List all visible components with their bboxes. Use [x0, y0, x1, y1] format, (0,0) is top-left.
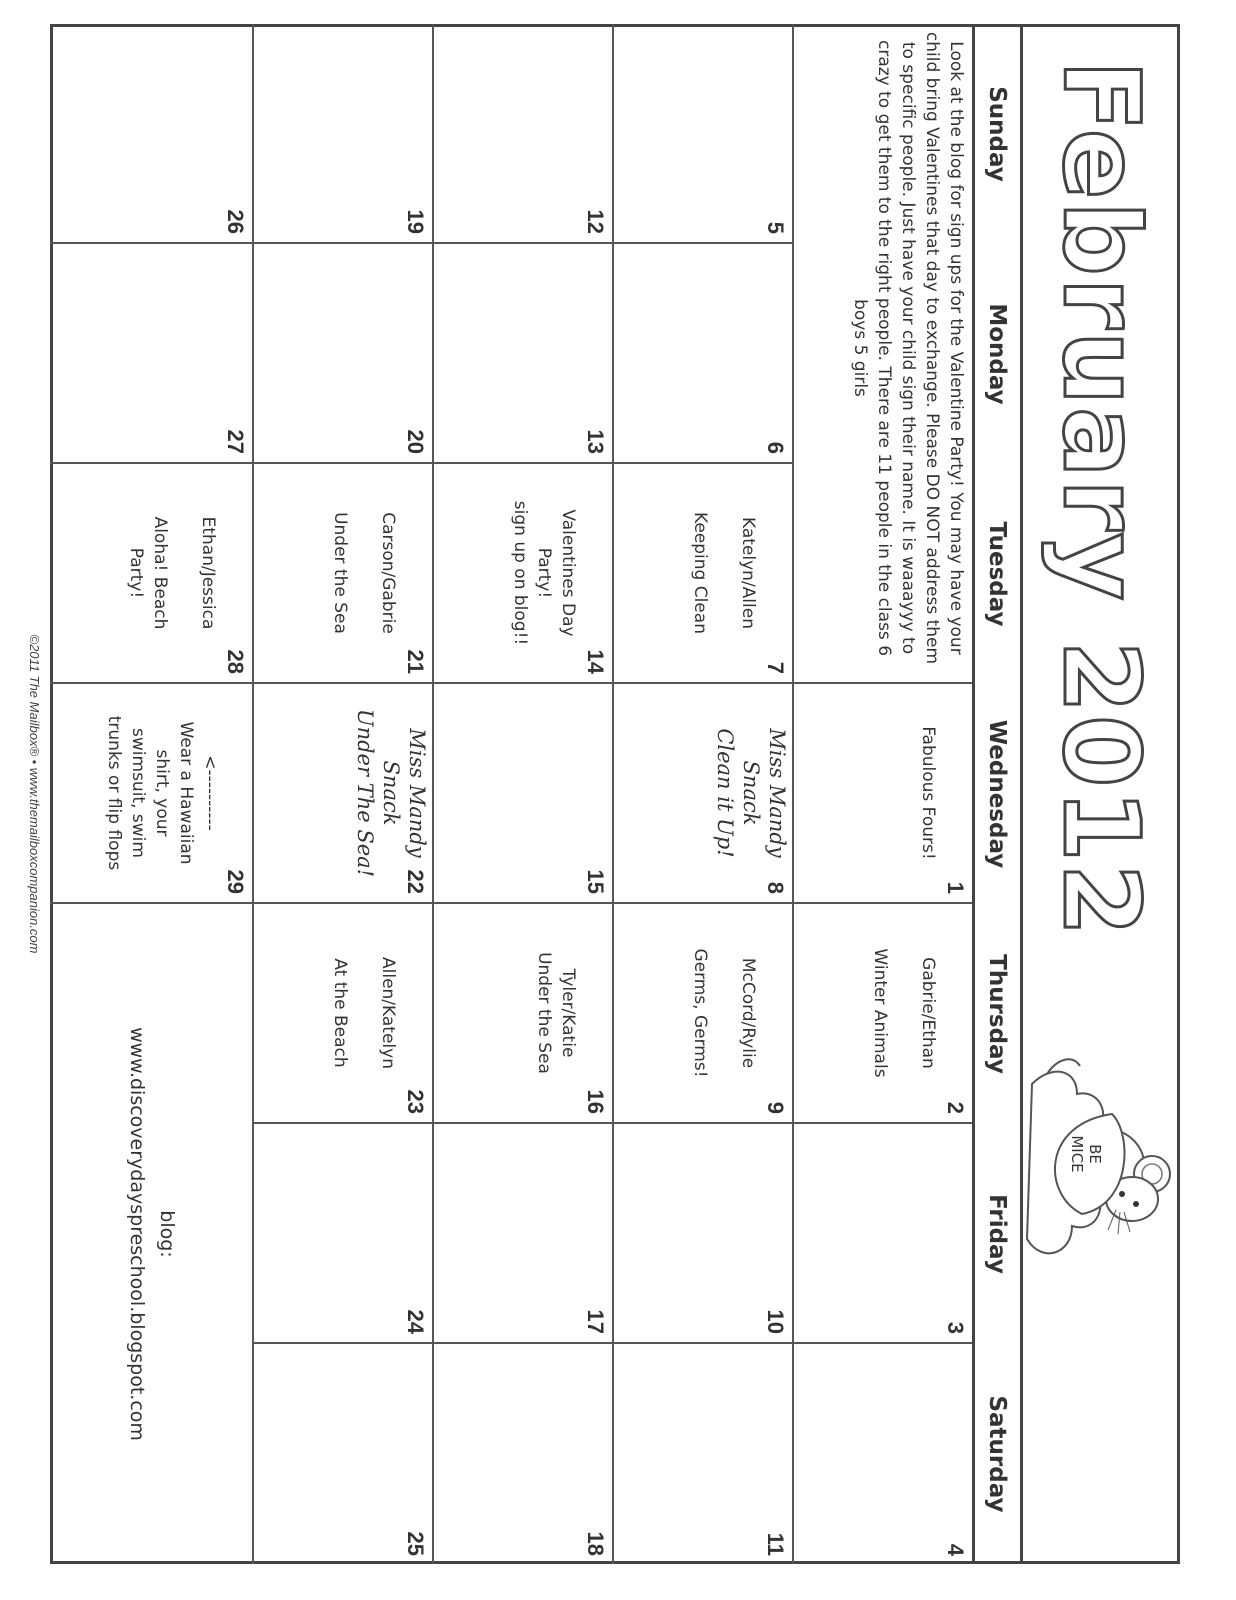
day-cell-4 — [792, 1344, 972, 1564]
day-cell-10 — [612, 1124, 792, 1344]
day-cell-21 — [252, 464, 432, 684]
day-number: 1 — [943, 881, 968, 894]
day-number: 18 — [583, 1531, 608, 1556]
day-number: 19 — [403, 209, 428, 234]
day-cell-1 — [792, 684, 972, 904]
day-note: Valentines Day Party! sign up on blog!! — [510, 500, 578, 646]
day-number: 14 — [583, 649, 608, 674]
day-cell-19 — [252, 24, 432, 244]
day-note: Katelyn/Allen Keeping Clean — [690, 512, 758, 634]
day-cell-17 — [432, 1124, 612, 1344]
calendar-sheet — [27, 24, 1180, 1564]
day-number: 6 — [763, 441, 788, 454]
day-number: 15 — [583, 869, 608, 894]
day-number: 28 — [223, 649, 248, 674]
day-cell-6 — [612, 244, 792, 464]
day-cell-27 — [50, 244, 252, 464]
weekday-tuesday: Tuesday — [984, 521, 1010, 627]
day-cell-28 — [50, 464, 252, 684]
day-note-handwritten: Miss Mandy Snack Clean it Up! — [713, 728, 789, 858]
day-cell-18 — [432, 1344, 612, 1564]
mouse-mascot-icon — [1022, 1054, 1172, 1284]
day-note: Tyler/Katie Under the Sea — [534, 952, 578, 1074]
day-note: Gabrie/Ethan Winter Animals — [870, 948, 938, 1078]
weekday-saturday: Saturday — [984, 1395, 1010, 1513]
day-note: Allen/Katelyn At the Beach — [330, 957, 398, 1069]
day-number: 3 — [943, 1321, 968, 1334]
day-number: 27 — [223, 429, 248, 454]
day-number: 25 — [403, 1531, 428, 1556]
blog-info — [122, 904, 182, 1564]
copyright-footer: ©2011 The Mailbox® • www.themailboxcompanion.com — [27, 634, 42, 954]
day-cell-7 — [612, 464, 792, 684]
day-number: 26 — [223, 209, 248, 234]
day-cell-22 — [252, 684, 432, 904]
day-number: 16 — [583, 1089, 608, 1114]
mascot-line-1: BE — [1086, 1144, 1104, 1164]
day-cell-8 — [612, 684, 792, 904]
day-cell-14 — [432, 464, 612, 684]
day-number: 7 — [763, 661, 788, 674]
day-cell-24 — [252, 1124, 432, 1344]
weekday-header-row — [972, 24, 1020, 1564]
weekday-thursday: Thursday — [984, 954, 1010, 1074]
day-cell-3 — [792, 1124, 972, 1344]
weekday-sunday: Sunday — [984, 86, 1010, 182]
day-cell-13 — [432, 244, 612, 464]
day-number: 29 — [223, 869, 248, 894]
day-note: Carson/Gabrie Under the Sea — [330, 512, 398, 634]
day-note: McCord/Rylie Germs, Germs! — [690, 948, 758, 1078]
day-cell-2 — [792, 904, 972, 1124]
day-cell-9 — [612, 904, 792, 1124]
day-number: 12 — [583, 209, 608, 234]
day-cell-29 — [50, 684, 252, 904]
day-number: 2 — [943, 1101, 968, 1114]
day-number: 22 — [403, 869, 428, 894]
note-cell — [792, 24, 972, 684]
day-cell-11 — [612, 1344, 792, 1564]
day-cell-26 — [50, 24, 252, 244]
page-title: February 2012 — [1040, 60, 1162, 939]
day-note: <---------- Wear a Hawaiian shirt, your swimsuit, swim trunks or flip flops — [104, 715, 220, 871]
day-number: 21 — [403, 649, 428, 674]
day-cell-12 — [432, 24, 612, 244]
day-cell-15 — [432, 684, 612, 904]
day-number: 24 — [403, 1309, 428, 1334]
weekday-monday: Monday — [984, 303, 1010, 405]
day-cell-16 — [432, 904, 612, 1124]
day-number: 23 — [403, 1089, 428, 1114]
day-number: 5 — [763, 221, 788, 234]
blog-cell — [50, 904, 252, 1564]
blog-url: www.discoverydayspreschool.blogspot.com — [126, 1027, 148, 1441]
day-cell-20 — [252, 244, 432, 464]
day-note-handwritten: Miss Mandy Snack Under The Sea! — [353, 708, 429, 878]
title-band — [1020, 24, 1180, 1564]
weekday-friday: Friday — [984, 1194, 1010, 1274]
calendar-grid — [50, 24, 972, 1564]
day-number: 20 — [403, 429, 428, 454]
day-number: 11 — [763, 1532, 788, 1556]
valentine-note: Look at the blog for sign ups for the Valentine Party! You may have your child bring Valentines that day to exchange. Please DO NOT address them to specific people. Just have your child sign their name. It is waaayyy to crazy to get them to the right people. There are 11 people in the class 6 boys 5 girls — [850, 31, 966, 665]
day-number: 9 — [763, 1101, 788, 1114]
day-note: Fabulous Fours! — [918, 726, 938, 860]
day-cell-25 — [252, 1344, 432, 1564]
day-cell-23 — [252, 904, 432, 1124]
weekday-wednesday: Wednesday — [984, 719, 1010, 869]
blog-label: blog: — [156, 1210, 178, 1258]
day-number: 13 — [583, 429, 608, 454]
mascot-line-2: MICE — [1068, 1135, 1086, 1173]
day-cell-5 — [612, 24, 792, 244]
day-note: Ethan/Jessica Aloha! Beach Party! — [126, 516, 218, 630]
day-number: 8 — [763, 881, 788, 894]
day-number: 10 — [763, 1309, 788, 1334]
day-number: 4 — [943, 1543, 968, 1556]
day-number: 17 — [583, 1309, 608, 1334]
